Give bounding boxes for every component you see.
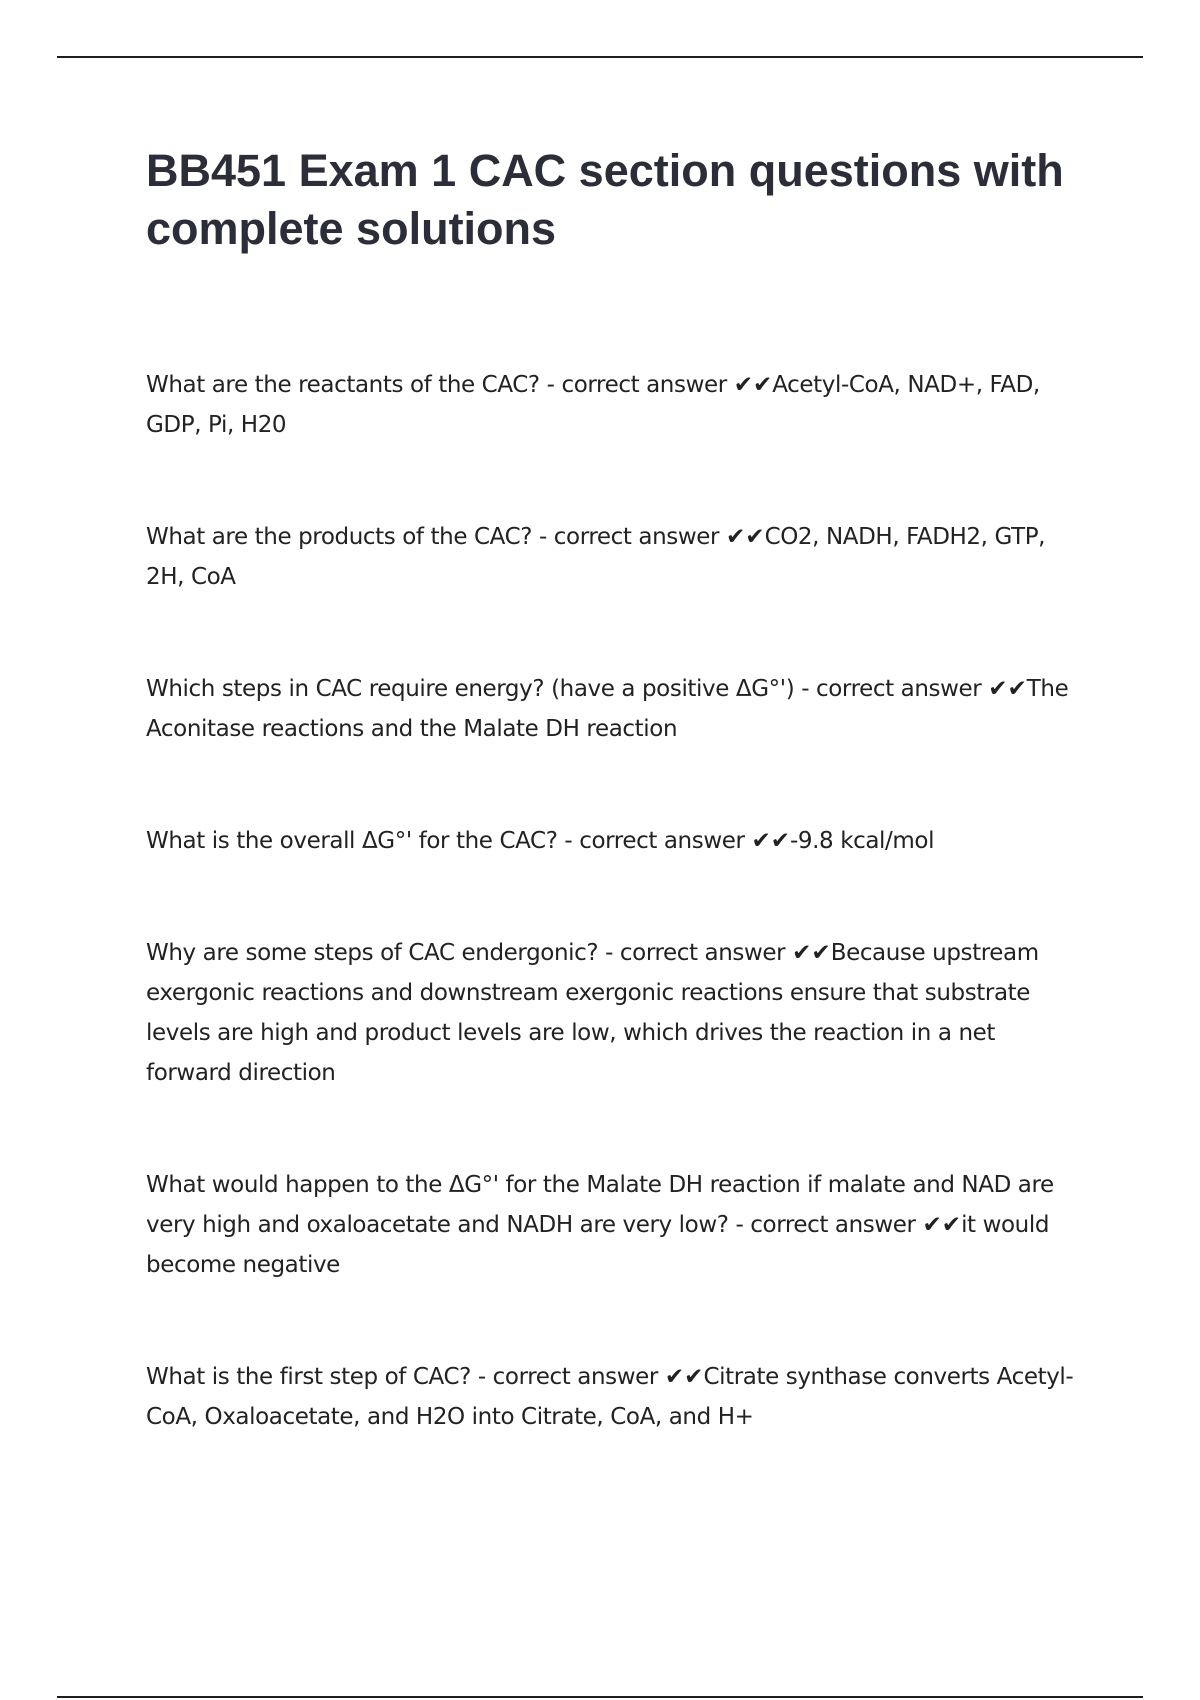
qa-item-5 <box>146 933 1086 1093</box>
answer-text: Because upstream exergonic reactions and downstream exergonic reactions ensure that substrate levels are high and product levels are low, which drives the reaction in a net forward direction <box>146 940 1039 1086</box>
answer-separator: - correct answer <box>532 524 727 550</box>
answer-separator: - correct answer <box>598 940 793 966</box>
question-text: What is the overall ΔG°' for the CAC? <box>146 828 558 854</box>
qa-item-1 <box>146 365 1086 445</box>
qa-item-4 <box>146 821 1086 861</box>
answer-text: -9.8 kcal/mol <box>790 828 935 854</box>
page-title: BB451 Exam 1 CAC section questions with complete solutions <box>146 145 1064 254</box>
qa-item-2 <box>146 517 1086 597</box>
qa-item-3 <box>146 669 1086 749</box>
qa-list <box>146 365 1086 1437</box>
question-text: Why are some steps of CAC endergonic? <box>146 940 599 966</box>
bottom-divider <box>57 1696 1143 1698</box>
answer-text: Citrate synthase converts Acetyl-CoA, Oxaloacetate, and H2O into Citrate, CoA, and H+ <box>146 1364 1074 1430</box>
double-check-icon: ✔✔ <box>751 828 790 854</box>
qa-item-6 <box>146 1165 1086 1285</box>
double-check-icon: ✔✔ <box>792 940 831 966</box>
answer-separator: - correct answer <box>557 828 752 854</box>
answer-separator: - correct answer <box>728 1212 923 1238</box>
answer-text: CO2, NADH, FADH2, GTP, 2H, CoA <box>146 524 1046 590</box>
top-divider <box>57 56 1143 58</box>
question-text: What would happen to the ΔG°' for the Malate DH reaction if malate and NAD are very high and oxaloacetate and NADH are very low? <box>146 1172 1054 1238</box>
qa-item-7 <box>146 1357 1086 1437</box>
double-check-icon: ✔✔ <box>726 524 765 550</box>
answer-text: it would become negative <box>146 1212 1050 1278</box>
double-check-icon: ✔✔ <box>733 372 773 398</box>
answer-text: Acetyl-CoA, NAD+, FAD, GDP, Pi, H20 <box>146 372 1040 438</box>
answer-separator: - correct answer <box>794 676 989 702</box>
question-text: What is the first step of CAC? <box>146 1364 471 1390</box>
double-check-icon: ✔✔ <box>922 1212 962 1238</box>
answer-text: The Aconitase reactions and the Malate DH reaction <box>146 676 1069 742</box>
answer-separator: - correct answer <box>539 372 734 398</box>
question-text: Which steps in CAC require energy? (have a positive ΔG°') <box>146 676 795 702</box>
question-text: What are the products of the CAC? <box>146 524 533 550</box>
answer-separator: - correct answer <box>470 1364 665 1390</box>
question-text: What are the reactants of the CAC? <box>146 372 540 398</box>
double-check-icon: ✔✔ <box>988 676 1027 702</box>
double-check-icon: ✔✔ <box>664 1364 704 1390</box>
